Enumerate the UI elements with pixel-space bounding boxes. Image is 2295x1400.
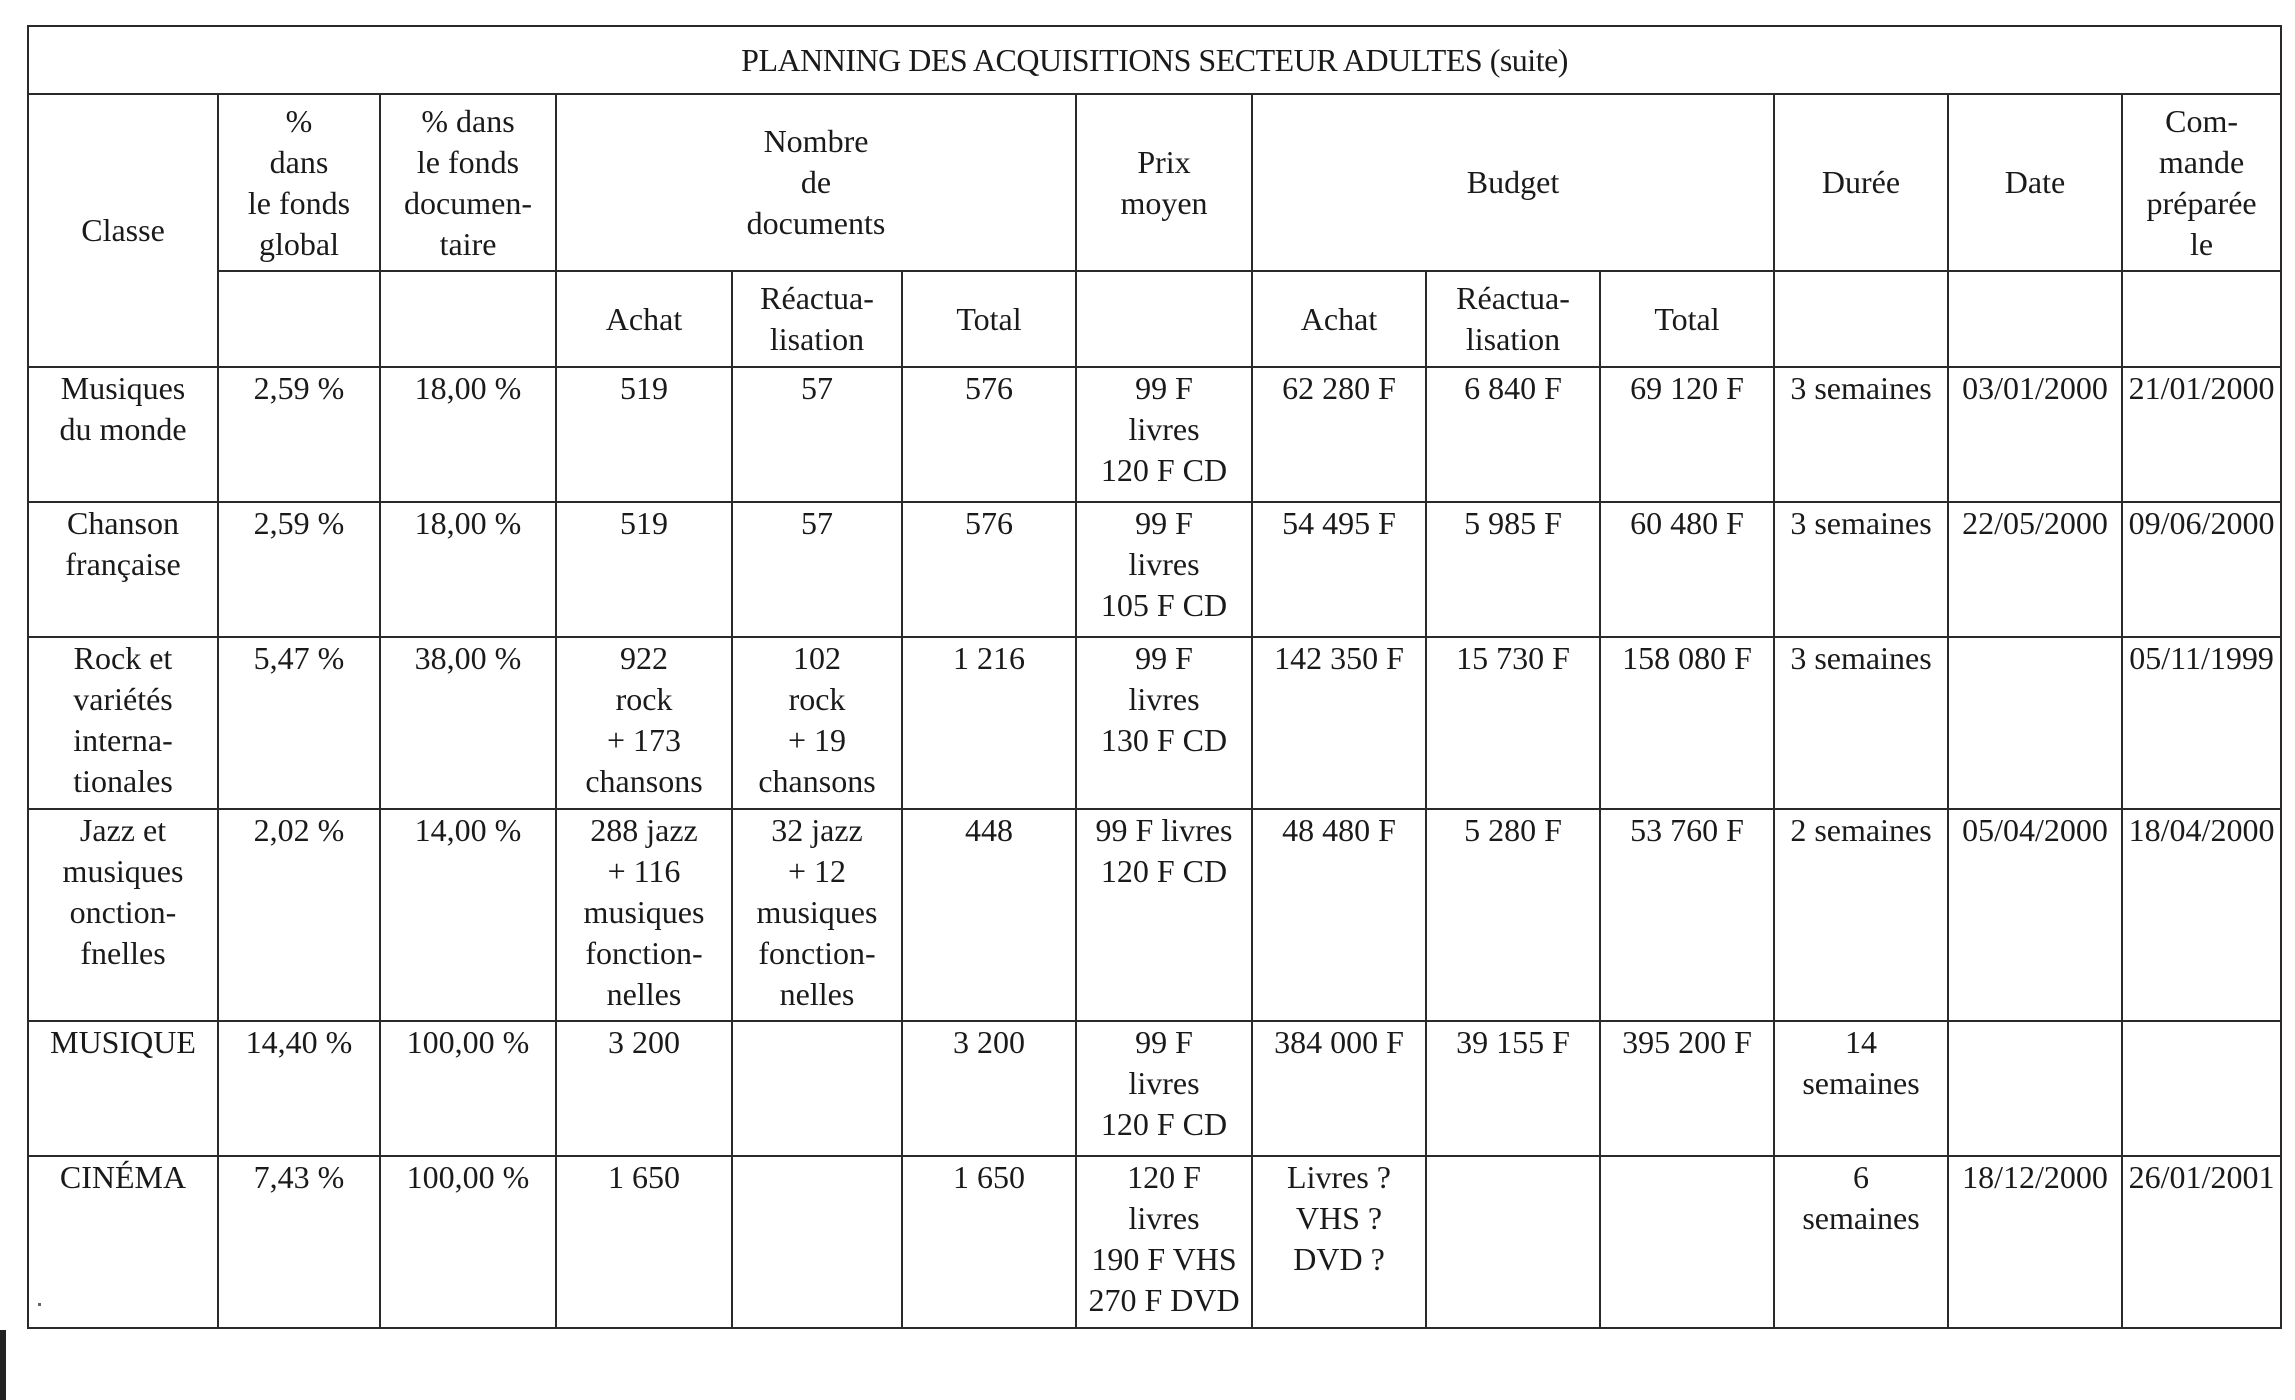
subheader-empty <box>1948 271 2122 367</box>
cell-date: 03/01/2000 <box>1948 367 2122 502</box>
cell-budget-total: 60 480 F <box>1600 502 1774 637</box>
cell-budget-reactualisation: 15 730 F <box>1426 637 1600 809</box>
subheader-budget-total: Total <box>1600 271 1774 367</box>
cell-reactualisation: 57 <box>732 367 902 502</box>
subheader-empty <box>2122 271 2281 367</box>
table-row <box>28 637 2281 809</box>
cell-pct-global: 2,02 % <box>218 809 380 1021</box>
cell-reactualisation: 32 jazz + 12 musiques fonction- nelles <box>732 809 902 1021</box>
subheader-achat: Achat <box>556 271 732 367</box>
document-page <box>27 25 2275 1329</box>
cell-budget-achat: 62 280 F <box>1252 367 1426 502</box>
cell-commande: 05/11/1999 <box>2122 637 2281 809</box>
cell-reactualisation <box>732 1156 902 1328</box>
cell-pct-global: 7,43 % <box>218 1156 380 1328</box>
cell-budget-total: 158 080 F <box>1600 637 1774 809</box>
scan-dust-dot <box>38 1303 41 1306</box>
cell-pct-documentaire: 18,00 % <box>380 502 556 637</box>
cell-commande: 09/06/2000 <box>2122 502 2281 637</box>
cell-budget-achat: 48 480 F <box>1252 809 1426 1021</box>
header-nombre-documents: Nombre de documents <box>556 94 1076 271</box>
cell-classe: Chanson française <box>28 502 218 637</box>
cell-budget-achat: 142 350 F <box>1252 637 1426 809</box>
subheader-budget-reactualisation: Réactua- lisation <box>1426 271 1600 367</box>
cell-classe: CINÉMA <box>28 1156 218 1328</box>
subheader-total: Total <box>902 271 1076 367</box>
cell-pct-documentaire: 14,00 % <box>380 809 556 1021</box>
cell-duree: 2 semaines <box>1774 809 1948 1021</box>
subheader-empty <box>218 271 380 367</box>
cell-pct-documentaire: 100,00 % <box>380 1156 556 1328</box>
cell-date: 05/04/2000 <box>1948 809 2122 1021</box>
cell-pct-global: 14,40 % <box>218 1021 380 1156</box>
cell-total: 3 200 <box>902 1021 1076 1156</box>
cell-achat: 519 <box>556 367 732 502</box>
table-row-total-musique <box>28 1021 2281 1156</box>
cell-duree: 6 semaines <box>1774 1156 1948 1328</box>
cell-pct-global: 2,59 % <box>218 367 380 502</box>
cell-duree: 3 semaines <box>1774 502 1948 637</box>
subheader-reactualisation: Réactua- lisation <box>732 271 902 367</box>
cell-date <box>1948 1021 2122 1156</box>
cell-pct-documentaire: 38,00 % <box>380 637 556 809</box>
table-row <box>28 367 2281 502</box>
cell-prix-moyen: 120 F livres 190 F VHS 270 F DVD <box>1076 1156 1252 1328</box>
cell-achat: 3 200 <box>556 1021 732 1156</box>
cell-commande: 21/01/2000 <box>2122 367 2281 502</box>
header-pct-global: % dans le fonds global <box>218 94 380 271</box>
cell-reactualisation: 57 <box>732 502 902 637</box>
header-pct-documentaire: % dans le fonds documen- taire <box>380 94 556 271</box>
cell-total: 576 <box>902 502 1076 637</box>
cell-duree: 3 semaines <box>1774 367 1948 502</box>
cell-prix-moyen: 99 F livres 130 F CD <box>1076 637 1252 809</box>
cell-total: 1 650 <box>902 1156 1076 1328</box>
table-row <box>28 502 2281 637</box>
subheader-empty <box>1076 271 1252 367</box>
cell-commande <box>2122 1021 2281 1156</box>
header-duree: Durée <box>1774 94 1948 271</box>
header-prix-moyen: Prix moyen <box>1076 94 1252 271</box>
header-classe: Classe <box>28 94 218 367</box>
cell-budget-total <box>1600 1156 1774 1328</box>
cell-achat: 519 <box>556 502 732 637</box>
cell-classe: Musiques du monde <box>28 367 218 502</box>
cell-budget-reactualisation: 6 840 F <box>1426 367 1600 502</box>
cell-pct-documentaire: 100,00 % <box>380 1021 556 1156</box>
cell-date <box>1948 637 2122 809</box>
cell-commande: 18/04/2000 <box>2122 809 2281 1021</box>
cell-budget-achat: 384 000 F <box>1252 1021 1426 1156</box>
cell-total: 576 <box>902 367 1076 502</box>
cell-budget-total: 395 200 F <box>1600 1021 1774 1156</box>
subheader-empty <box>380 271 556 367</box>
cell-pct-documentaire: 18,00 % <box>380 367 556 502</box>
cell-prix-moyen: 99 F livres 120 F CD <box>1076 1021 1252 1156</box>
cell-duree: 3 semaines <box>1774 637 1948 809</box>
cell-total: 1 216 <box>902 637 1076 809</box>
header-commande: Com- mande préparée le <box>2122 94 2281 271</box>
cell-budget-total: 69 120 F <box>1600 367 1774 502</box>
cell-prix-moyen: 99 F livres 105 F CD <box>1076 502 1252 637</box>
cell-duree: 14 semaines <box>1774 1021 1948 1156</box>
cell-reactualisation: 102 rock + 19 chansons <box>732 637 902 809</box>
cell-prix-moyen: 99 F livres 120 F CD <box>1076 809 1252 1021</box>
cell-achat: 922 rock + 173 chansons <box>556 637 732 809</box>
cell-reactualisation <box>732 1021 902 1156</box>
cell-total: 448 <box>902 809 1076 1021</box>
cell-budget-total: 53 760 F <box>1600 809 1774 1021</box>
cell-date: 18/12/2000 <box>1948 1156 2122 1328</box>
cell-budget-reactualisation: 5 985 F <box>1426 502 1600 637</box>
cell-commande: 26/01/2001 <box>2122 1156 2281 1328</box>
cell-classe: MUSIQUE <box>28 1021 218 1156</box>
cell-classe: Jazz et musiques onction- fnelles <box>28 809 218 1021</box>
subheader-budget-achat: Achat <box>1252 271 1426 367</box>
cell-budget-reactualisation <box>1426 1156 1600 1328</box>
acquisitions-planning-table <box>27 25 2282 1329</box>
table-title: PLANNING DES ACQUISITIONS SECTEUR ADULTES (suite) <box>28 26 2281 94</box>
cell-budget-reactualisation: 5 280 F <box>1426 809 1600 1021</box>
cell-achat: 288 jazz + 116 musiques fonction- nelles <box>556 809 732 1021</box>
cell-classe: Rock et variétés interna- tionales <box>28 637 218 809</box>
table-row <box>28 809 2281 1021</box>
cell-budget-achat: Livres ? VHS ? DVD ? <box>1252 1156 1426 1328</box>
cell-achat: 1 650 <box>556 1156 732 1328</box>
cell-budget-reactualisation: 39 155 F <box>1426 1021 1600 1156</box>
scan-edge-mark <box>0 1330 6 1400</box>
table-row-total-cinema <box>28 1156 2281 1328</box>
subheader-empty <box>1774 271 1948 367</box>
cell-prix-moyen: 99 F livres 120 F CD <box>1076 367 1252 502</box>
cell-date: 22/05/2000 <box>1948 502 2122 637</box>
cell-pct-global: 2,59 % <box>218 502 380 637</box>
header-date: Date <box>1948 94 2122 271</box>
header-budget: Budget <box>1252 94 1774 271</box>
cell-pct-global: 5,47 % <box>218 637 380 809</box>
cell-budget-achat: 54 495 F <box>1252 502 1426 637</box>
